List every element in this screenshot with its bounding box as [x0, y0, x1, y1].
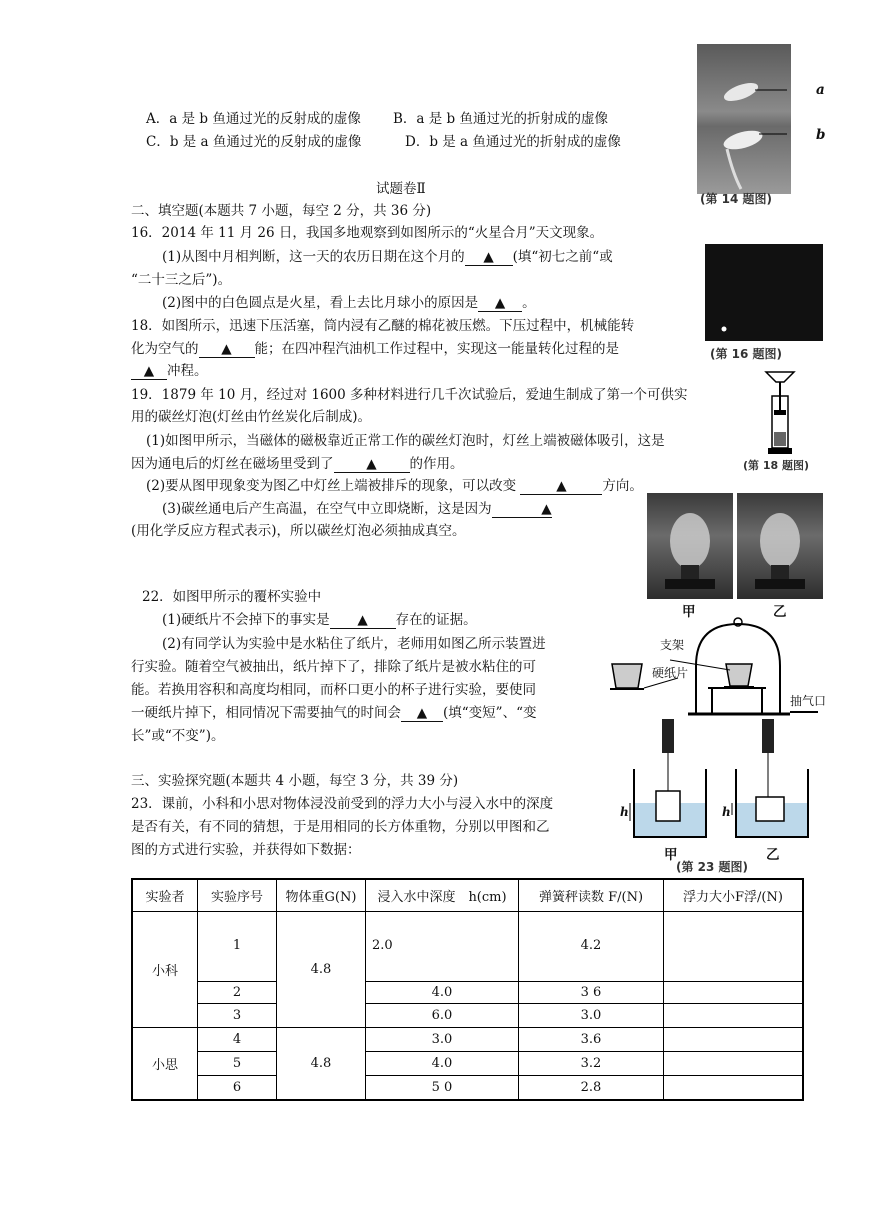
q16-blank2[interactable] [478, 295, 522, 312]
option-c: C．b 是 a 鱼通过光的反射成的虚像 [146, 134, 362, 150]
table-row [132, 982, 803, 1004]
piston-cylinder-figure [760, 370, 800, 456]
weight-cell: 4.8 [277, 912, 366, 1028]
header-depth: 浸入水中深度 h(cm) [366, 879, 519, 912]
q22-blank1[interactable] [330, 612, 396, 629]
option-a: A．a 是 b 鱼通过光的反射成的虚像 [146, 111, 361, 127]
depth-cell: 4.0 [366, 1052, 519, 1076]
reading-cell: 3 6 [519, 982, 664, 1004]
q18-blank2[interactable] [131, 363, 167, 380]
q19-part3-line1 [162, 497, 552, 518]
buoyancy-cell[interactable] [664, 982, 804, 1004]
q19-p2-text: (2)要从图甲现象变为图乙中灯丝上端被排斥的现象，可以改变 [146, 478, 517, 494]
q19-p3-text: (3)碳丝通电后产生高温，在空气中立即烧断，这是因为 [162, 501, 492, 517]
figure-16-caption: (第 16 题图) [710, 347, 783, 361]
buoyancy-data-table [131, 878, 804, 1101]
q16-blank1[interactable] [465, 249, 513, 266]
header-experimenter: 实验者 [132, 879, 198, 912]
q16-part2-text: (2)图中的白色圆点是火星，看上去比月球小的原因是 [162, 295, 479, 311]
option-b: B．a 是 b 鱼通过光的折射成的虚像 [393, 111, 608, 127]
q16-part1-text: (1)从图中月相判断，这一天的农历日期在这个月的 [162, 249, 465, 265]
answer-mark: ▲ [556, 478, 567, 494]
answer-mark: ▲ [221, 341, 232, 357]
q18-line1: 18．如图所示，迅速下压活塞，筒内浸有乙醚的棉花被压燃。下压过程中，机械能转 [131, 318, 635, 334]
bulb-photo-yi [737, 493, 823, 599]
buoyancy-cell[interactable] [664, 912, 804, 982]
q22-p1-text: (1)硬纸片不会掉下的事实是 [162, 612, 330, 628]
q19-blank1[interactable] [334, 456, 410, 473]
buoyancy-cell[interactable] [664, 1028, 804, 1052]
q18-line3 [131, 359, 208, 380]
q23-line3: 图的方式进行实验，并获得如下数据： [131, 842, 361, 858]
answer-mark: ▲ [357, 612, 368, 628]
header-buoyancy: 浮力大小F浮/(N) [664, 879, 804, 912]
section-2-title: 试题卷Ⅱ [376, 181, 426, 197]
answer-mark: ▲ [541, 501, 552, 517]
q19-p1-end: 的作用。 [409, 456, 464, 472]
table-row [132, 912, 803, 982]
q16-part1-hint: (填“初七之前“或 [512, 249, 613, 265]
q19-blank3[interactable] [492, 501, 552, 518]
depth-cell: 4.0 [366, 982, 519, 1004]
reading-cell: 2.8 [519, 1076, 664, 1100]
q22-line1: (2)有同学认为实验中是水粘住了纸片，老师用如图乙所示装置进 [162, 636, 546, 652]
bulb-icon [737, 493, 823, 599]
figure-14-caption: (第 14 题图) [700, 192, 773, 206]
answer-mark: ▲ [494, 295, 506, 311]
table-header-row [132, 879, 803, 912]
header-weight: 物体重G(N) [277, 879, 366, 912]
piston-icon [760, 370, 800, 456]
section-2-heading: 二、填空题(本题共 7 小题，每空 2 分，共 36 分) [131, 203, 432, 219]
reading-cell: 3.6 [519, 1028, 664, 1052]
trial-no-cell: 3 [198, 1004, 277, 1028]
table-row [132, 1028, 803, 1052]
q22-line5: 长”或“不变”)。 [131, 728, 225, 744]
moon-icon [705, 244, 823, 341]
trial-no-cell: 1 [198, 912, 277, 982]
depth-label-h-2: h [722, 805, 731, 819]
q23-line2: 是否有关，有不同的猜想，于是用相同的长方体重物，分别以甲图和乙 [131, 819, 550, 835]
q19-part3-line2: (用化学反应方程式表示)，所以碳丝灯泡必须抽成真空。 [131, 523, 466, 539]
q22-line2: 行实验。随着空气被抽出，纸片掉下了，排除了纸片是被水粘住的可 [131, 659, 536, 675]
mars-dot [722, 327, 727, 332]
reading-cell: 4.2 [519, 912, 664, 982]
q16-part1-cont: “二十三之后”)。 [131, 272, 232, 288]
buoyancy-setup-figure [618, 717, 828, 843]
pump-outlet-label: 抽气口 [790, 694, 827, 708]
q19-p2-end: 方向。 [602, 478, 643, 494]
q18-text-c: 冲程。 [167, 363, 208, 379]
table-row [132, 1076, 803, 1100]
trial-no-cell: 6 [198, 1076, 277, 1100]
experimenter-cell: 小思 [132, 1028, 198, 1100]
beaker-label-yi: 乙 [766, 847, 780, 863]
depth-label-h: h [620, 805, 629, 819]
table-row [132, 1004, 803, 1028]
q22-line3: 能。若换用容积和高度均相同，而杯口更小的杯子进行实验，要使同 [131, 682, 536, 698]
q19-line1: 19．1879 年 10 月，经过对 1600 多种材料进行几千次试验后，爱迪生制成了第一个可供实 [131, 387, 688, 403]
q18-line2 [131, 337, 619, 358]
fish-label-a: a [816, 82, 825, 98]
beaker-label-jia: 甲 [664, 847, 678, 863]
beaker-diagram [618, 717, 828, 843]
fish-label-b: b [816, 127, 826, 143]
card-label: 硬纸片 [652, 666, 689, 680]
q16-part1 [162, 245, 613, 266]
q22-stem: 22．如图甲所示的覆杯实验中 [142, 589, 322, 605]
reading-cell: 3.0 [519, 1004, 664, 1028]
weight-cell: 4.8 [277, 1028, 366, 1100]
reading-cell: 3.2 [519, 1052, 664, 1076]
q22-part1 [162, 608, 477, 629]
header-reading: 弹簧秤读数 F/(N) [519, 879, 664, 912]
depth-cell: 5 0 [366, 1076, 519, 1100]
q22-p1-end: 存在的证据。 [395, 612, 477, 628]
q22-line4 [131, 701, 536, 722]
q16-part2-end: 。 [522, 295, 536, 311]
q19-blank2[interactable] [520, 478, 602, 495]
moon-mars-photo [705, 244, 823, 341]
trial-no-cell: 4 [198, 1028, 277, 1052]
q18-text-a: 化为空气的 [131, 341, 199, 357]
depth-cell: 2.0 [366, 912, 519, 982]
fish-photo [697, 44, 791, 194]
support-label: 支架 [660, 638, 685, 652]
q22-l4-text: 一硬纸片掉下，相同情况下需要抽气的时间会 [131, 705, 401, 721]
answer-mark: ▲ [366, 456, 377, 472]
buoyancy-cell[interactable] [664, 1076, 804, 1100]
answer-mark: ▲ [143, 363, 155, 379]
table-row [132, 1052, 803, 1076]
bulb-label-jia: 甲 [682, 604, 696, 620]
bulb-photo-jia [647, 493, 733, 599]
q22-blank2[interactable] [401, 705, 443, 722]
q22-l4-end: (填“变短”、“变 [443, 705, 537, 721]
q19-part2 [146, 474, 643, 495]
q16-part2 [162, 291, 536, 312]
answer-mark: ▲ [416, 705, 428, 721]
q16-stem: 16．2014 年 11 月 26 日，我国多地观察到如图所示的“火星合月”天文现象。 [131, 225, 604, 241]
depth-cell: 6.0 [366, 1004, 519, 1028]
option-d: D．b 是 a 鱼通过光的折射成的虚像 [405, 134, 621, 150]
answer-mark: ▲ [483, 249, 494, 265]
fish-illustration [697, 44, 791, 194]
q23-line1: 23．课前，小科和小思对物体浸没前受到的浮力大小与浸入水中的深度 [131, 796, 554, 812]
figure-23-caption: (第 23 题图) [676, 860, 749, 874]
q18-blank1[interactable] [199, 341, 255, 358]
q19-line2: 用的碳丝灯泡(灯丝由竹丝炭化后制成)。 [131, 409, 372, 425]
q19-part1-line1: (1)如图甲所示，当磁体的磁极靠近正常工作的碳丝灯泡时，灯丝上端被磁体吸引，这是 [146, 433, 665, 449]
q18-text-b: 能；在四冲程汽油机工作过程中，实现这一能量转化过程的是 [254, 341, 619, 357]
q19-p1-text: 因为通电后的灯丝在磁场里受到了 [131, 456, 334, 472]
figure-18-caption: (第 18 题图) [743, 459, 810, 472]
q19-part1-line2 [131, 452, 464, 473]
experimenter-cell: 小科 [132, 912, 198, 1028]
header-trial-no: 实验序号 [198, 879, 277, 912]
trial-no-cell: 5 [198, 1052, 277, 1076]
trial-no-cell: 2 [198, 982, 277, 1004]
depth-cell: 3.0 [366, 1028, 519, 1052]
bulb-icon [647, 493, 733, 599]
section-3-heading: 三、实验探究题(本题共 4 小题，每空 3 分，共 39 分) [131, 773, 459, 789]
buoyancy-cell[interactable] [664, 1004, 804, 1028]
buoyancy-cell[interactable] [664, 1052, 804, 1076]
bulb-label-yi: 乙 [773, 604, 787, 620]
